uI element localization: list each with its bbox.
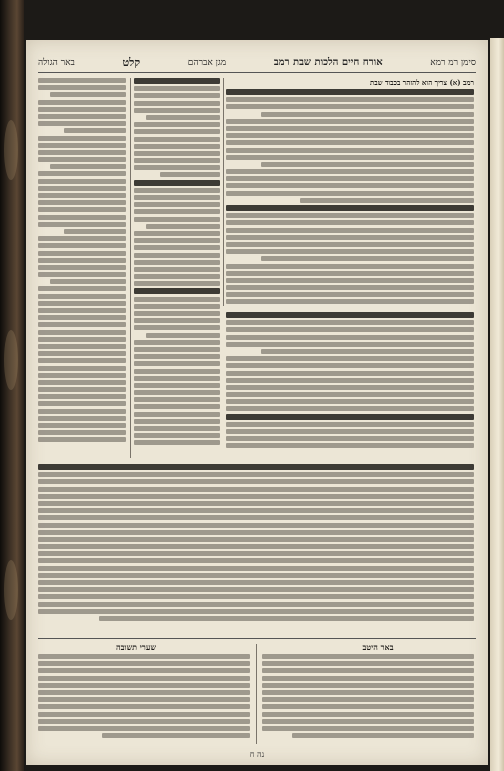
header-title: אורח חיים הלכות שבת רמב	[273, 56, 383, 68]
header-rule	[38, 72, 476, 73]
page-header	[38, 54, 476, 70]
shaarei-teshuvah-column	[38, 654, 250, 746]
beer-heitev-column	[262, 654, 474, 746]
book-binding	[0, 0, 24, 771]
beer-hagolah-column	[38, 78, 126, 458]
column-divider	[256, 644, 257, 744]
header-magen-avraham: מגן אברהם	[187, 57, 227, 68]
shaarei-teshuvah-title: שערי תשובה	[115, 642, 157, 652]
main-text-column	[226, 78, 474, 306]
page-edge	[490, 38, 504, 771]
printer-signature: נה ח	[249, 750, 265, 759]
main-text-continued	[226, 312, 474, 458]
header-siman: סימן רמ רמא	[430, 57, 476, 68]
header-beer-hagolah: באר הגולה	[38, 57, 75, 68]
main-opening-line: רמב (א) צריך הוא להזהר בכבוד שבת	[369, 78, 474, 87]
column-divider	[223, 78, 224, 306]
column-divider	[130, 78, 131, 458]
beer-heitev-title: באר היטב	[362, 642, 394, 652]
folio-number: קלט	[122, 55, 141, 69]
book-page	[26, 40, 488, 765]
commentary-wide-block	[38, 464, 474, 634]
footnote-rule	[38, 638, 476, 639]
taz-column	[134, 78, 220, 458]
